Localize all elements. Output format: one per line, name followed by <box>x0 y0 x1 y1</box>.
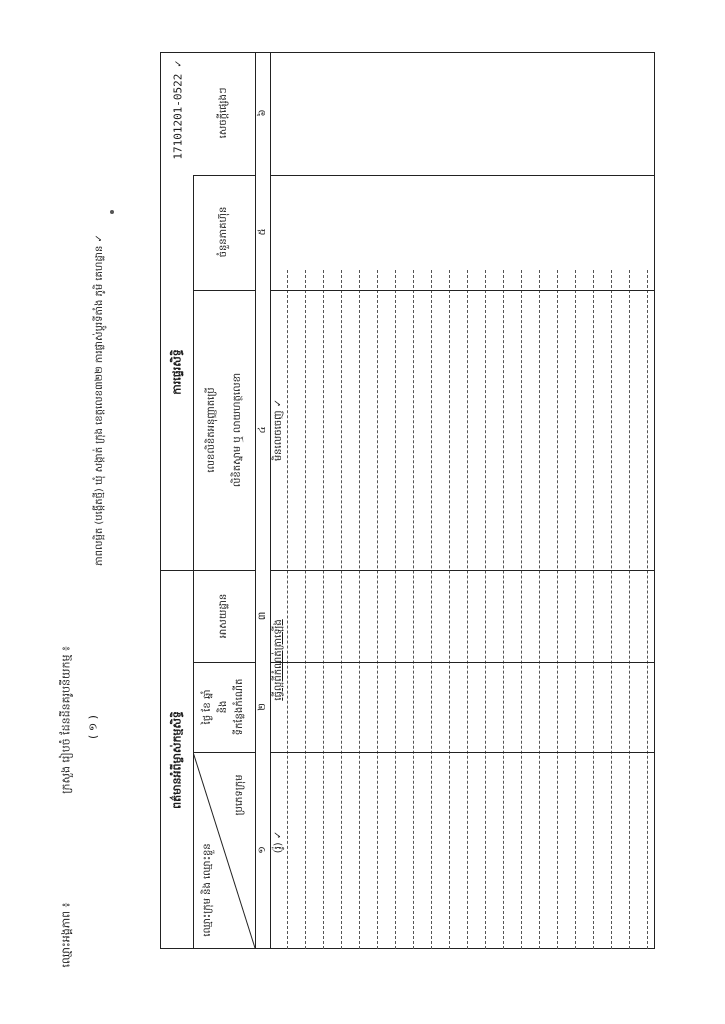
column-number-3: ៣ <box>257 611 268 621</box>
paren-number: ( ១ ) <box>86 715 100 739</box>
document-code: 17101201-0522 ✓ <box>171 60 185 160</box>
column-number-5: ៥ <box>257 228 268 236</box>
row1-document-cell: មិនលេចចេញ ✓ <box>273 398 284 462</box>
column-name-header: ឈ្មោះក្រុម និង ឈ្មោះខ្លួន <box>202 843 213 937</box>
column-type-header: ប្រភេទក្រុម <box>234 774 245 816</box>
column-date-header-line1: ថ្ងៃ ខែ ឆ្នាំ <box>202 689 213 725</box>
column-document-header-line2: លិខិតស្នាម ឬ លាយហត្ថលេខា <box>232 372 243 488</box>
top-description-line: ភាពលម្អិត (បង្កើតថ្មី) ឃុំ សង្កាត់ ក្រុង ខេត្តលេខ៣២២ ការផ្លាស់ប្តូរទីតាំង ភូមិ គេហដ្ឋាន ✓ <box>94 234 105 566</box>
column-address-header: អាសយដ្ឋាន <box>218 593 229 639</box>
column-note-header: សេចក្ដីផ្សេងៗ <box>218 87 229 139</box>
transfer-group-title: ការផ្ទេរសិទ្ធិ <box>170 349 184 395</box>
row1-date-cell: ធ្វើល្អពីកំណត់ត្រាឡើង <box>273 619 284 701</box>
unit-label: ឈ្មោះអង្គភាព ៖ <box>59 902 73 968</box>
column-date-header-line3: ទីកន្លែងកំណើត <box>234 678 245 736</box>
column-number-1: ១ <box>257 846 268 854</box>
column-date-header-line2: និង <box>218 700 229 714</box>
column-number-6: ៦ <box>257 109 268 117</box>
column-number-4: ៤ <box>257 426 268 434</box>
column-number-2: ២ <box>257 703 268 711</box>
row1-name-cell: (រ៉ូ) ✓ <box>273 830 284 854</box>
mark-dot <box>110 210 114 214</box>
ministry-label: ក្រសួង រៀបចំ ដែនដីនគរូបនីយកម្ម ៖ <box>59 646 73 794</box>
owner-info-group-title: ពត៌មានអំពីម្ចាស់កម្មសិទ្ធិ <box>170 711 184 809</box>
column-document-header-line1: លេខលិខិតអនុញ្ញាតប្រើ <box>206 387 217 473</box>
column-share-header: ចំនួនភាគហ៊ុន <box>218 206 229 258</box>
